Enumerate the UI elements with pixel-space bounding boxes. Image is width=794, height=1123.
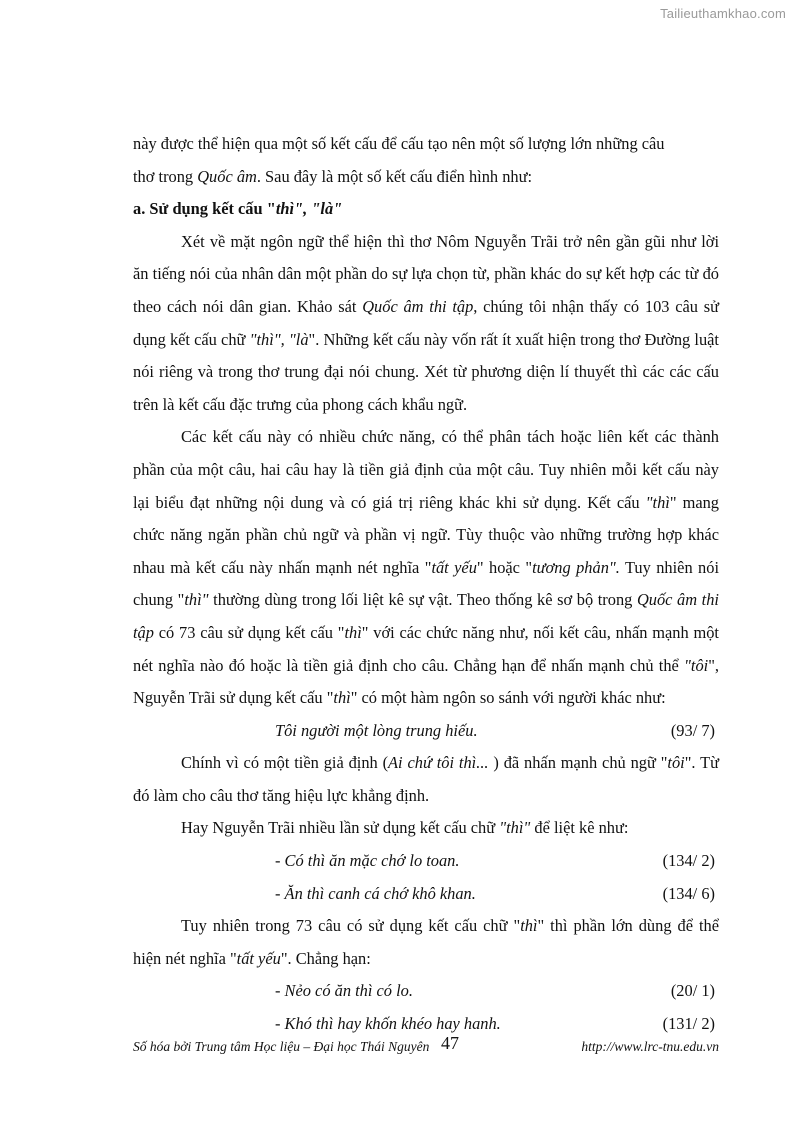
paragraph-intro: này được thể hiện qua một số kết cấu để cấu tạo nên một số lượng lớn những câu thơ trong Quốc âm. Sau đây là một số kết cấu điển hình như: <box>133 134 665 186</box>
footer-source: Số hóa bởi Trung tâm Học liệu – Đại học Thái Nguyên <box>133 1039 430 1054</box>
watermark: Tailieuthamkhao.com <box>660 6 786 21</box>
quote-reference: (134/ 2) <box>662 851 715 871</box>
poem-quote <box>133 878 719 911</box>
paragraph-3: Chính vì có một tiền giả định (Ai chứ tôi thì... ) đã nhấn mạnh chủ ngữ "tôi". Từ đó làm cho câu thơ tăng hiệu lực khẳng định. <box>133 753 719 805</box>
quote-text: Tôi người một lòng trung hiếu. <box>275 720 478 740</box>
poem-quote <box>133 1008 719 1041</box>
poem-quote <box>133 715 719 748</box>
quote-text: - Có thì ăn mặc chớ lo toan. <box>275 851 460 871</box>
quote-reference: (131/ 2) <box>662 1014 715 1034</box>
page-number: 47 <box>441 1033 459 1053</box>
paragraph-4: Hay Nguyễn Trãi nhiều lần sử dụng kết cấu chữ "thì" để liệt kê như: <box>181 818 629 838</box>
quote-reference: (134/ 6) <box>662 883 715 903</box>
quote-reference: (20/ 1) <box>670 981 715 1001</box>
page-content <box>133 128 719 1041</box>
section-heading: a. Sử dụng kết cấu "thì", "là" <box>133 199 343 219</box>
poem-quote <box>133 975 719 1008</box>
paragraph-5: Tuy nhiên trong 73 câu có sử dụng kết cấu chữ "thì" thì phần lớn dùng để thể hiện nét nghĩa "tất yếu". Chẳng hạn: <box>133 916 719 968</box>
quote-text: - Nẻo có ăn thì có lo. <box>275 981 413 1001</box>
page-footer <box>133 1033 719 1063</box>
quote-text: - Khó thì hay khốn khéo hay hanh. <box>275 1014 501 1034</box>
paragraph-2: Các kết cấu này có nhiều chức năng, có thể phân tách hoặc liên kết các thành phần của một câu, hai câu hay là tiền giả định của một câu. Tuy nhiên mỗi kết cấu này lại biểu đạt những nội dung và có giá trị riêng khác khi sử dụng. Kết cấu "thì" mang chức năng ngăn phần chủ ngữ và phần vị ngữ. Tùy thuộc vào những trường hợp khác nhau mà kết cấu này nhấn mạnh nét nghĩa "tất yếu" hoặc "tương phản". Tuy nhiên nói chung "thì" thường dùng trong lối liệt kê sự vật. Theo thống kê sơ bộ trong Quốc âm thi tập có 73 câu sử dụng kết cấu "thì" với các chức năng như, nối kết câu, nhấn mạnh một nét nghĩa nào đó hoặc là tiền giả định cho câu. Chẳng hạn để nhấn mạnh chủ thể "tôi", Nguyễn Trãi sử dụng kết cấu "thì" có một hàm ngôn so sánh với người khác như: <box>133 427 720 708</box>
poem-quote <box>133 845 719 878</box>
quote-reference: (93/ 7) <box>670 720 715 740</box>
quote-text: - Ăn thì canh cá chớ khô khan. <box>275 883 476 903</box>
footer-url: http://www.lrc-tnu.edu.vn <box>581 1039 719 1054</box>
paragraph-1: Xét về mặt ngôn ngữ thể hiện thì thơ Nôm Nguyễn Trãi trở nên gần gũi như lời ăn tiếng nói của nhân dân một phần do sự lựa chọn từ, phần khác do sự kết hợp các từ đó theo cách nói dân gian. Khảo sát Quốc âm thi tập, chúng tôi nhận thấy có 103 câu sử dụng kết cấu chữ "thì", "là". Những kết cấu này vốn rất ít xuất hiện trong thơ Đường luật nói riêng và trong thơ trung đại nói chung. Xét từ phương diện lí thuyết thì các các cấu trên là kết cấu đặc trưng của phong cách khẩu ngữ. <box>133 231 719 414</box>
